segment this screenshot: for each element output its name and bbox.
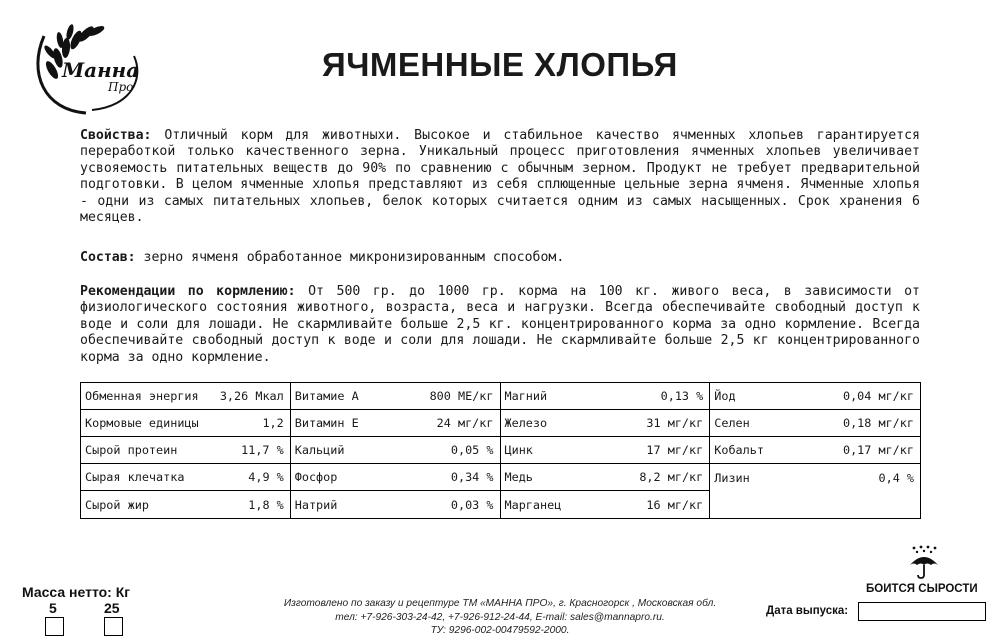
nutrition-cell xyxy=(501,410,711,437)
nutrition-cell xyxy=(501,491,711,518)
nutrition-cell xyxy=(291,383,501,410)
properties-label: Свойства: xyxy=(80,128,152,143)
nutrient-name: Магний xyxy=(504,389,548,403)
nutrition-cell xyxy=(81,383,291,410)
nutrient-value: 0,03 % xyxy=(450,497,494,512)
nutrient-name: Обменная энергия xyxy=(85,389,199,403)
mass-option-25-label: 25 xyxy=(104,600,120,616)
brand-name: Манна xyxy=(62,58,140,82)
mass-option-25-checkbox[interactable] xyxy=(104,617,123,636)
nutrition-cell xyxy=(710,437,920,464)
nutrient-value: 3,26 Мкал xyxy=(219,389,284,403)
nutrition-cell xyxy=(710,464,920,491)
nutrient-value: 0,13 % xyxy=(660,389,704,403)
nutrition-cell xyxy=(710,491,920,518)
composition-text: зерно ячменя обработанное микронизированным способом. xyxy=(135,250,565,265)
nutrient-value: 0,18 мг/кг xyxy=(842,416,914,430)
nutrient-name: Фосфор xyxy=(294,470,338,484)
nutrition-cell xyxy=(291,464,501,491)
nutrient-name: Кормовые единицы xyxy=(85,416,199,430)
nutrient-value: 1,8 % xyxy=(248,497,284,512)
nutrient-value: 17 мг/кг xyxy=(646,443,704,457)
nutrient-name: Сырой жир xyxy=(85,497,149,512)
contacts-line: тел: +7-926-303-24-42, +7-926-912-24-44, E-mail: sales@mannapro.ru. xyxy=(335,612,665,623)
manufacturer-line: Изготовлено по заказу и рецептуре ТМ «МАННА ПРО», г. Красногорск , Московская обл. xyxy=(283,598,717,609)
product-title: ЯЧМЕННЫЕ ХЛОПЬЯ xyxy=(322,46,678,83)
nutrient-name: Натрий xyxy=(294,497,338,512)
nutrient-name: Марганец xyxy=(504,497,562,512)
nutrient-value: 0,05 % xyxy=(450,443,494,457)
brand-sub: Про xyxy=(108,80,134,94)
nutrient-name: Железо xyxy=(504,416,548,430)
recommendations-text: От 500 гр. до 1000 гр. корма на 100 кг. живого веса, в зависимости от физиологического состояния животного, возраста, веса и нагрузки. Всегда обеспечивайте свободный доступ к воде и соли для лошади. Не скармливайте больше 2,5 кг. концентрированного корма за одно кормление. Всегда обеспечивайте свободный доступ к воде и соли для лошади. Не скармливайте больше 2,5 кг концентрированного корма за одно кормление. xyxy=(80,284,920,365)
nutrition-cell xyxy=(81,491,291,518)
nutrition-cell xyxy=(81,410,291,437)
nutrition-cell xyxy=(81,464,291,491)
properties-text: Отличный корм для животныхи. Высокое и стабильное качество ячменных хлопьев гарантируется переработкой только качественного зерна. Уникальный процесс приготовления ячменных хлопьев увеличивает усвояемость питательных веществ до 90% по сравнению с обычным зерном. Продукт не требует предварительной подготовки. В целом ячменные хлопья представляют из себя сплющенные цельные зерна ячменя. Ячменные хлопья - одни из самых питательных хлопьев, белок которых считается одним из самых насыщенных. Срок хранения 6 месяцев. xyxy=(80,128,920,226)
nutrient-value: 31 мг/кг xyxy=(646,416,704,430)
properties-section xyxy=(80,128,920,226)
mass-option-5-label: 5 xyxy=(49,600,57,616)
brand-logo xyxy=(22,18,152,118)
nutrition-table xyxy=(80,382,921,519)
nutrient-value: 1,2 xyxy=(262,416,284,430)
umbrella-rain-icon xyxy=(908,545,940,579)
nutrition-cell xyxy=(501,383,711,410)
release-date-field[interactable] xyxy=(858,602,986,621)
nutrition-cell xyxy=(291,437,501,464)
nutrient-name: Витамие А xyxy=(294,389,359,403)
nutrient-value: 0,17 мг/кг xyxy=(842,443,914,457)
nutrient-name: Цинк xyxy=(504,443,533,457)
composition-section xyxy=(80,250,920,266)
net-mass-label: Масса нетто: Кг xyxy=(22,584,131,600)
mass-option-5-checkbox[interactable] xyxy=(45,617,64,636)
nutrition-cell xyxy=(291,410,501,437)
humidity-warning: БОИТСЯ СЫРОСТИ xyxy=(866,583,978,595)
nutrition-cell xyxy=(501,464,711,491)
nutrient-value: 11,7 % xyxy=(241,443,284,457)
nutrient-value: 0,4 % xyxy=(878,470,914,485)
nutrient-name: Селен xyxy=(714,416,750,430)
nutrient-value: 800 МЕ/кг xyxy=(429,389,494,403)
nutrition-cell xyxy=(710,410,920,437)
nutrient-name: Кальций xyxy=(294,443,345,457)
nutrient-name: Сырая клечатка xyxy=(85,470,185,484)
recommendations-section xyxy=(80,284,920,366)
nutrient-value: 0,34 % xyxy=(450,470,494,484)
nutrition-cell xyxy=(81,437,291,464)
nutrient-value: 16 мг/кг xyxy=(646,497,704,512)
nutrition-cell xyxy=(710,383,920,410)
composition-label: Состав: xyxy=(80,250,136,265)
nutrient-name: Кобальт xyxy=(714,443,764,457)
nutrient-value: 4,9 % xyxy=(248,470,284,484)
nutrient-value: 24 мг/кг xyxy=(436,416,494,430)
recommendations-label: Рекомендации по кормлению: xyxy=(80,284,296,299)
nutrient-name: Лизин xyxy=(714,470,750,485)
nutrition-cell xyxy=(501,437,711,464)
nutrient-value: 8,2 мг/кг xyxy=(639,470,704,484)
tu-line: ТУ: 9296-002-00479592-2000. xyxy=(430,625,570,636)
nutrient-name: Сырой протеин xyxy=(85,443,178,457)
nutrient-value: 0,04 мг/кг xyxy=(842,389,914,403)
release-date-label: Дата выпуска: xyxy=(766,605,849,617)
nutrient-name: Медь xyxy=(504,470,533,484)
nutrient-name: Витамин Е xyxy=(294,416,359,430)
nutrient-name: Йод xyxy=(714,389,736,403)
nutrition-cell xyxy=(291,491,501,518)
